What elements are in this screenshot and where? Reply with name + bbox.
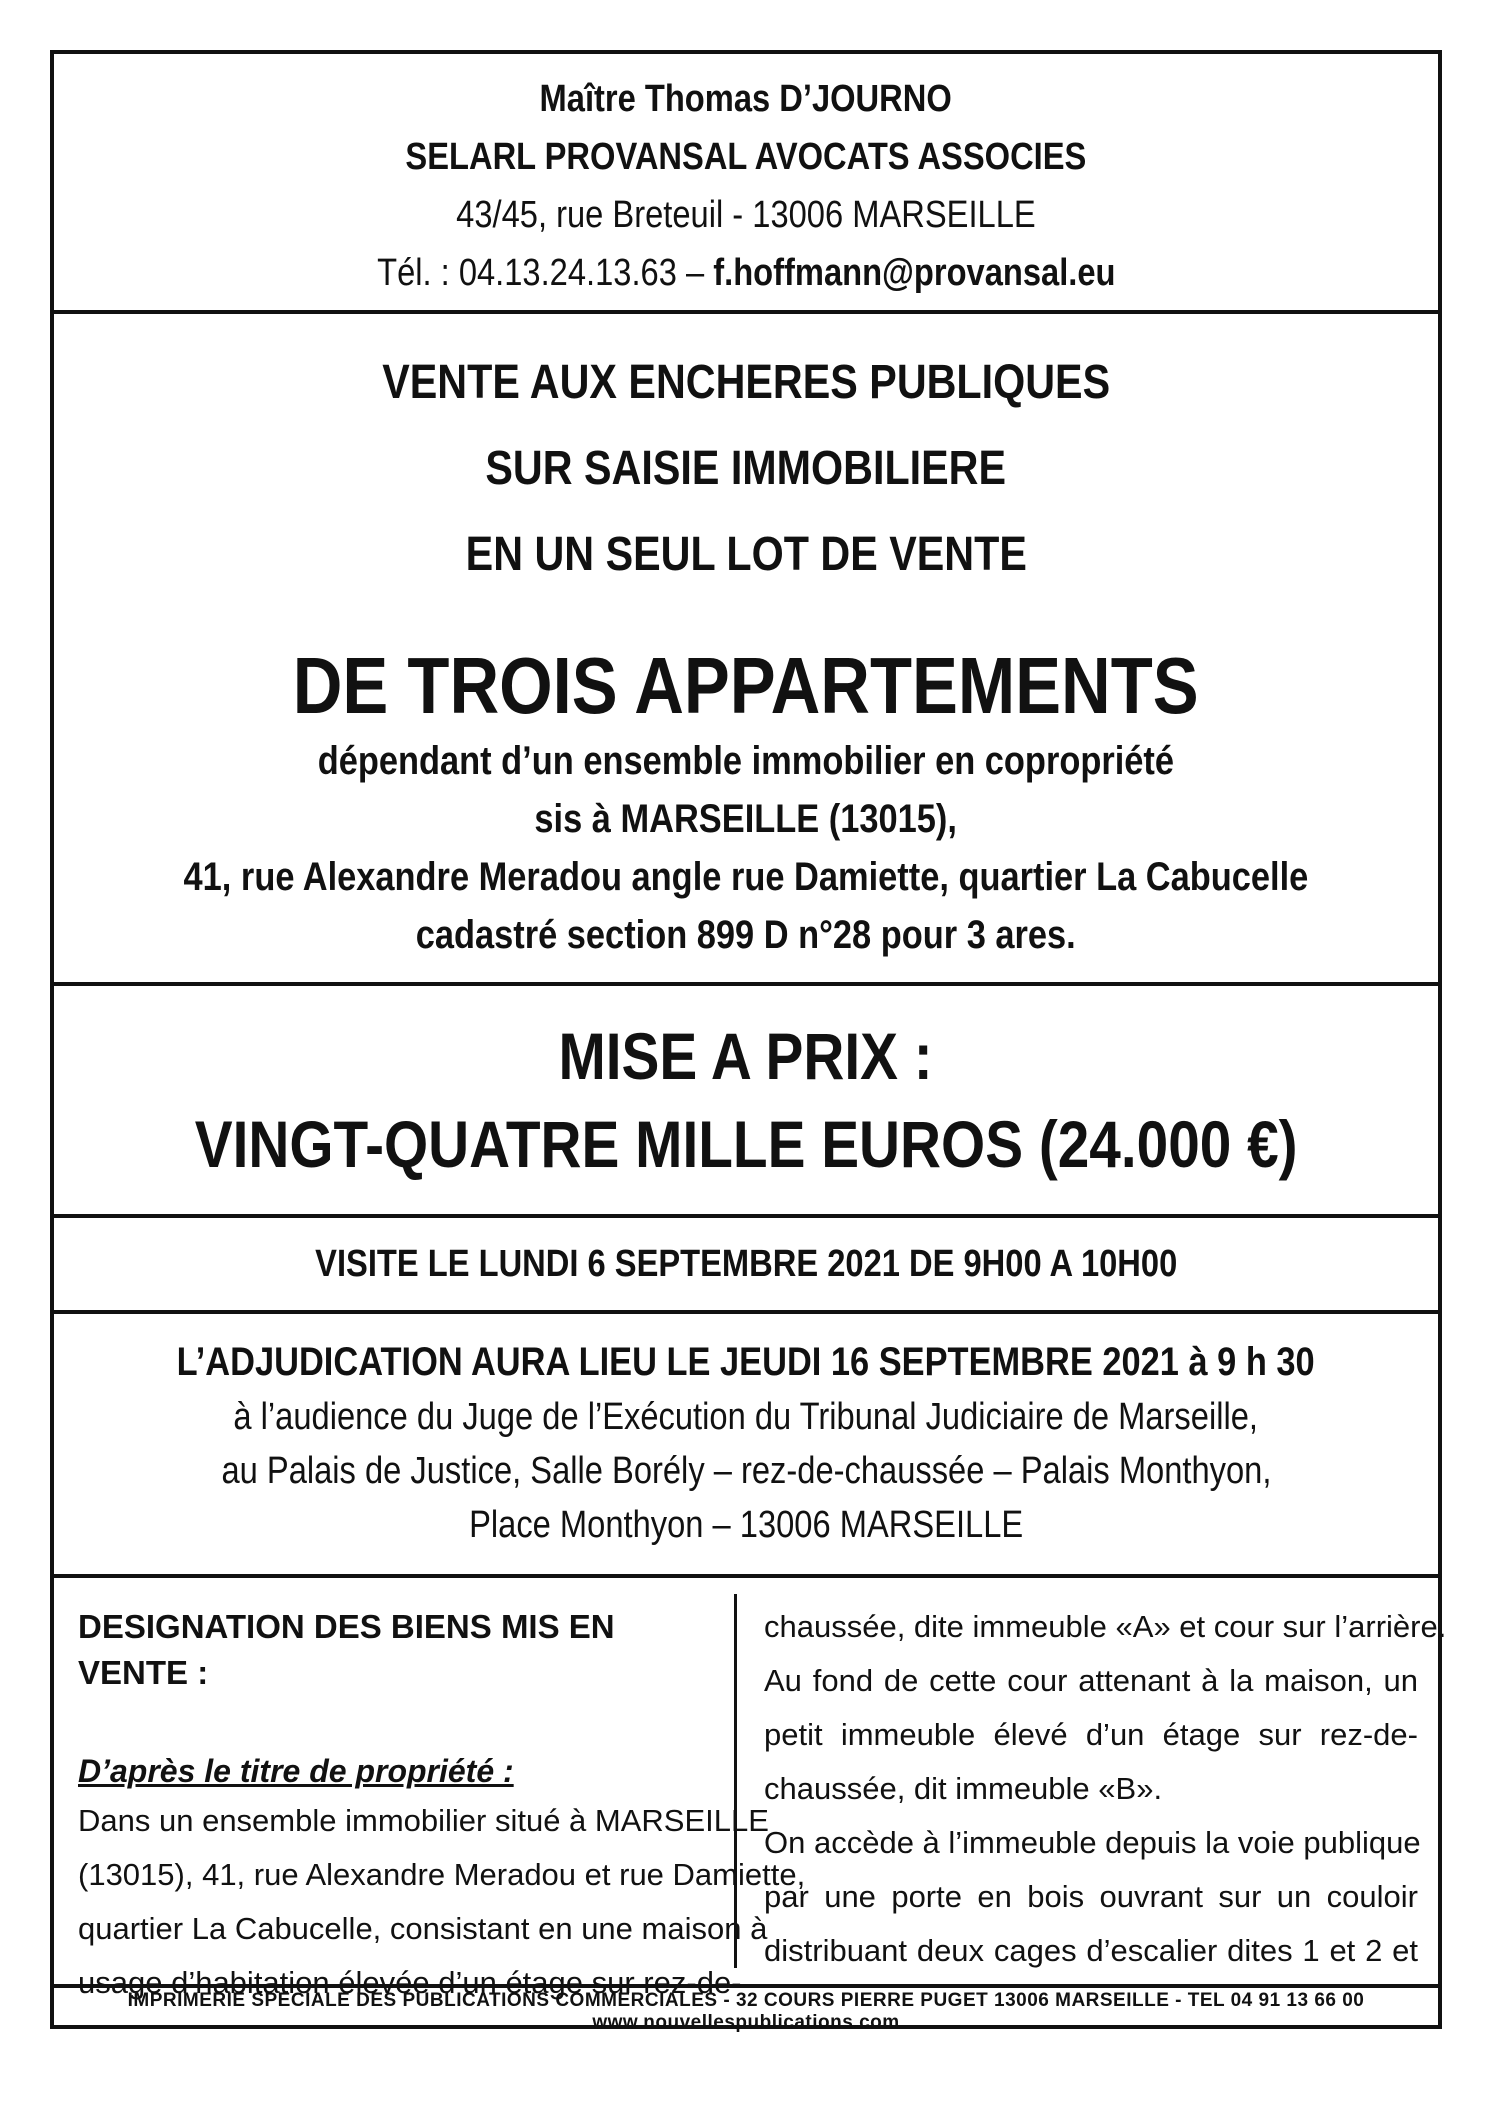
firm-name: SELARL PROVANSAL AVOCATS ASSOCIES bbox=[405, 136, 1087, 178]
property-detail-1: dépendant d’un ensemble immobilier en copropriété bbox=[317, 739, 1175, 783]
firm-address: 43/45, rue Breteuil - 13006 MARSEILLE bbox=[456, 194, 1036, 236]
starting-price-section bbox=[54, 986, 1438, 1218]
designation-right-line: petit immeuble élevé d’un étage sur rez-de- bbox=[764, 1717, 1418, 1752]
designation-left-line: (13015), 41, rue Alexandre Meradou et rue Damiette, bbox=[78, 1857, 806, 1892]
sale-title-line-1: VENTE AUX ENCHERES PUBLIQUES bbox=[382, 356, 1110, 409]
adjudication-line-2: au Palais de Justice, Salle Borély – rez-de-chaussée – Palais Monthyon, bbox=[221, 1450, 1271, 1492]
designation-right-line: chaussée, dite immeuble «A» et cour sur l’arrière. bbox=[764, 1609, 1447, 1644]
email-text: f.hoffmann@provansal.eu bbox=[712, 252, 1116, 294]
designation-right-line: par une porte en bois ouvrant sur un couloir bbox=[764, 1879, 1418, 1914]
price-label: MISE A PRIX : bbox=[558, 1019, 934, 1093]
sale-title-line-2: SUR SAISIE IMMOBILIERE bbox=[485, 442, 1007, 495]
designation-left-column bbox=[54, 1578, 806, 2000]
designation-left-line: quartier La Cabucelle, consistant en une maison à bbox=[78, 1911, 768, 1946]
designation-left-line: usage d’habitation élevée d’un étage sur rez-de- bbox=[78, 1965, 742, 2000]
visit-text: VISITE LE LUNDI 6 SEPTEMBRE 2021 DE 9H00 A 10H00 bbox=[314, 1243, 1178, 1285]
designation-right-column bbox=[738, 1578, 1447, 1984]
designation-left-line: Dans un ensemble immobilier situé à MARSEILLE bbox=[78, 1803, 769, 1838]
designation-right-line: Au fond de cette cour attenant à la maison, un bbox=[764, 1663, 1418, 1698]
adjudication-heading: L’ADJUDICATION AURA LIEU LE JEUDI 16 SEPTEMBRE 2021 à 9 h 30 bbox=[176, 1340, 1316, 1384]
property-detail-2: sis à MARSEILLE (13015), bbox=[534, 797, 958, 841]
visit-section bbox=[54, 1218, 1438, 1314]
designation-heading: DESIGNATION DES BIENS MIS EN VENTE : bbox=[78, 1608, 615, 1691]
adjudication-line-3: Place Monthyon – 13006 MARSEILLE bbox=[468, 1504, 1024, 1546]
lawyer-header bbox=[54, 54, 1438, 314]
sale-title-section bbox=[54, 314, 1438, 986]
printer-website: www.nouvellespublications.com bbox=[592, 2012, 900, 2033]
sale-title-line-3: EN UN SEUL LOT DE VENTE bbox=[465, 528, 1027, 581]
announcement-frame bbox=[50, 50, 1447, 2033]
designation-section bbox=[54, 1578, 1447, 2000]
designation-right-line: distribuant deux cages d’escalier dites 1 et 2 et bbox=[764, 1933, 1418, 1968]
column-divider bbox=[734, 1594, 737, 1968]
printer-info: IMPRIMERIE SPECIALE DES PUBLICATIONS COMMERCIALES - 32 COURS PIERRE PUGET 13006 MARSEILLE - TEL 04 91 13 66 00 bbox=[127, 1990, 1365, 2011]
contact-line bbox=[54, 244, 1438, 302]
property-detail-4: cadastré section 899 D n°28 pour 3 ares. bbox=[415, 913, 1077, 957]
designation-right-line: On accède à l’immeuble depuis la voie publique bbox=[764, 1825, 1421, 1860]
adjudication-section bbox=[54, 1314, 1438, 1578]
adjudication-line-1: à l’audience du Juge de l’Exécution du Tribunal Judiciaire de Marseille, bbox=[233, 1396, 1259, 1438]
lawyer-name: Maître Thomas D’JOURNO bbox=[539, 78, 953, 120]
designation-right-line: chaussée, dit immeuble «B». bbox=[764, 1771, 1163, 1806]
phone-text: Tél. : 04.13.24.13.63 – bbox=[376, 252, 704, 294]
price-amount: VINGT-QUATRE MILLE EUROS (24.000 €) bbox=[194, 1107, 1298, 1181]
printer-footer bbox=[54, 1990, 1438, 2034]
designation-subheading: D’après le titre de propriété : bbox=[78, 1753, 514, 1789]
property-detail-3: 41, rue Alexandre Meradou angle rue Damiette, quartier La Cabucelle bbox=[183, 855, 1309, 899]
property-main-title: DE TROIS APPARTEMENTS bbox=[293, 641, 1199, 730]
